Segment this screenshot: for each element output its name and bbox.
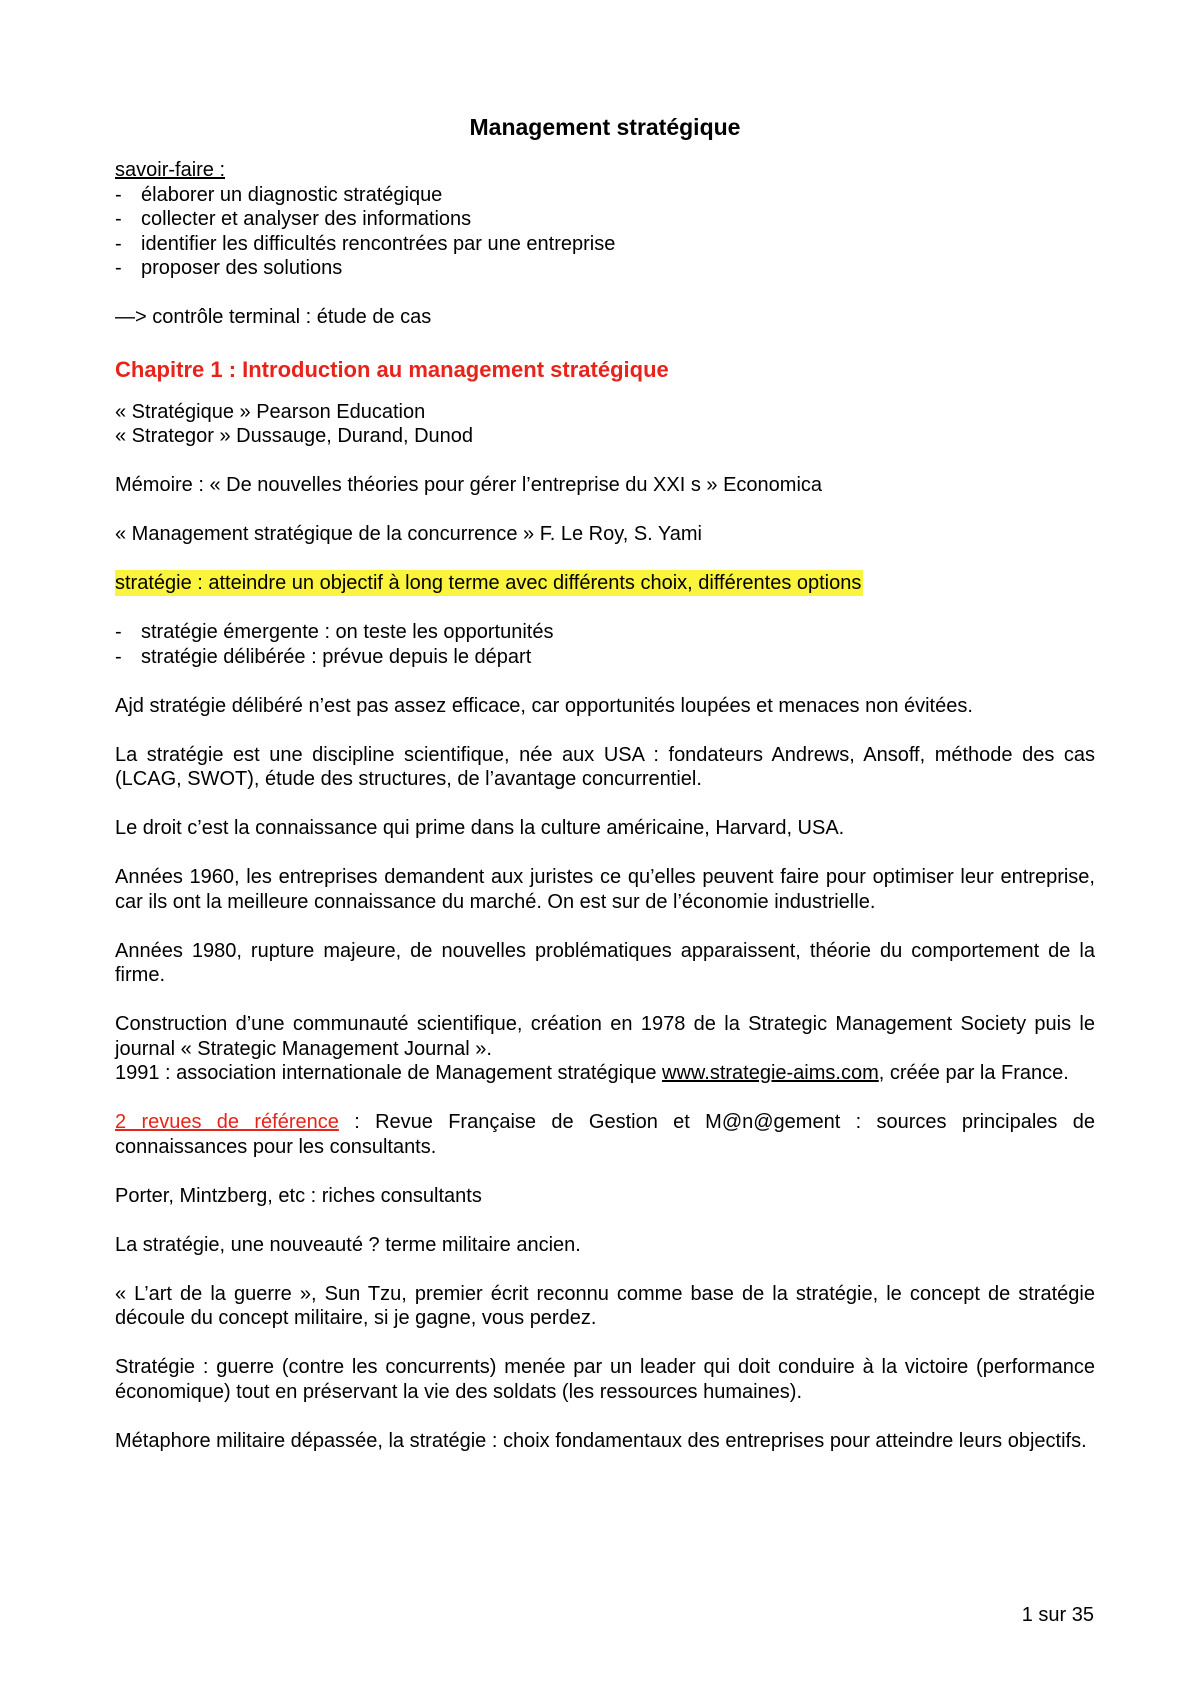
aims-text-end: , créée par la France. (878, 1062, 1069, 1084)
list-item (115, 183, 1095, 208)
dash-bullet: - (115, 645, 122, 668)
list-item-text: stratégie délibérée : prévue depuis le départ (141, 645, 532, 668)
dash-bullet: - (115, 208, 122, 230)
paragraph-droit: Le droit c’est la connaissance qui prime dans la culture américaine, Harvard, USA. (115, 817, 845, 839)
list-item (115, 232, 1095, 257)
paragraph-aims (115, 1061, 1095, 1086)
paragraph-discipline: La stratégie est une discipline scientifique, née aux USA : fondateurs Andrews, Ansoff, méthode des cas (LCAG, SWOT), étude des structures, de l’avantage concurrentiel. (115, 743, 1095, 790)
reference-line: « Stratégique » Pearson Education (115, 400, 426, 423)
paragraph-construction: Construction d’une communauté scientifique, création en 1978 de la Strategic Management Society puis le journal « Strategic Management Journal ». (115, 1013, 1095, 1060)
dash-bullet: - (115, 183, 122, 206)
dash-bullet: - (115, 621, 122, 643)
list-item-text: collecter et analyser des informations (141, 208, 472, 230)
dash-bullet: - (115, 257, 122, 279)
page-content (115, 112, 1095, 1453)
controle-terminal: —> contrôle terminal : étude de cas (115, 306, 432, 328)
memoire-reference: Mémoire : « De nouvelles théories pour gérer l’entreprise du XXI s » Economica (115, 474, 823, 496)
list-item-text: stratégie émergente : on teste les opportunités (141, 621, 554, 643)
strategy-types-list (115, 620, 1095, 669)
definition-highlight: stratégie : atteindre un objectif à long terme avec différents choix, différentes options (115, 572, 862, 594)
chapter-title: Chapitre 1 : Introduction au management stratégique (115, 356, 669, 382)
list-item-text: élaborer un diagnostic stratégique (141, 183, 443, 206)
paragraph-annees-1960: Années 1960, les entreprises demandent aux juristes ce qu’elles peuvent faire pour optimiser leur entreprise, car ils ont la meilleure connaissance du marché. On est sur de l’économie industrielle. (115, 866, 1095, 913)
revues-link[interactable]: 2 revues de référence (115, 1111, 339, 1133)
paragraph-strategie-guerre: Stratégie : guerre (contre les concurrents) menée par un leader qui doit conduire à la victoire (performance économique) tout en préservant la vie des soldats (les ressources humaines). (115, 1356, 1095, 1403)
paragraph-ajd: Ajd stratégie délibéré n’est pas assez efficace, car opportunités loupées et menaces non évitées. (115, 694, 973, 717)
revues-text: : Revue Française de Gestion et M@n@gement : sources principales de connaissances pour les consultants. (115, 1111, 1096, 1158)
savoir-faire-label: savoir-faire : (115, 159, 226, 181)
list-item (115, 645, 1095, 670)
list-item (115, 620, 1095, 645)
page-number: 1 sur 35 (1021, 1604, 1094, 1626)
document-title: Management stratégique (469, 114, 741, 140)
aims-text: 1991 : association internationale de Management stratégique (115, 1062, 663, 1084)
list-item (115, 256, 1095, 281)
definition-line (115, 571, 1095, 596)
paragraph-revues (115, 1110, 1095, 1159)
list-item-text: identifier les difficultés rencontrées par une entreprise (141, 232, 616, 255)
list-item-text: proposer des solutions (141, 257, 343, 279)
list-item (115, 207, 1095, 232)
paragraph-metaphore: Métaphore militaire dépassée, la stratégie : choix fondamentaux des entreprises pour atteindre leurs objectifs. (115, 1429, 1087, 1452)
paragraph-art-guerre: « L’art de la guerre », Sun Tzu, premier écrit reconnu comme base de la stratégie, le concept de stratégie découle du concept militaire, si je gagne, vous perdez. (115, 1282, 1095, 1329)
savoir-faire-list (115, 183, 1095, 281)
concurrence-reference: « Management stratégique de la concurrence » F. Le Roy, S. Yami (115, 523, 702, 545)
aims-link[interactable]: www.strategie-aims.com (662, 1062, 879, 1084)
reference-line: « Strategor » Dussauge, Durand, Dunod (115, 425, 473, 447)
dash-bullet: - (115, 232, 122, 255)
paragraph-nouveaute: La stratégie, une nouveauté ? terme militaire ancien. (115, 1233, 581, 1256)
paragraph-annees-1980: Années 1980, rupture majeure, de nouvelles problématiques apparaissent, théorie du comportement de la firme. (115, 939, 1095, 986)
paragraph-porter: Porter, Mintzberg, etc : riches consultants (115, 1184, 482, 1207)
